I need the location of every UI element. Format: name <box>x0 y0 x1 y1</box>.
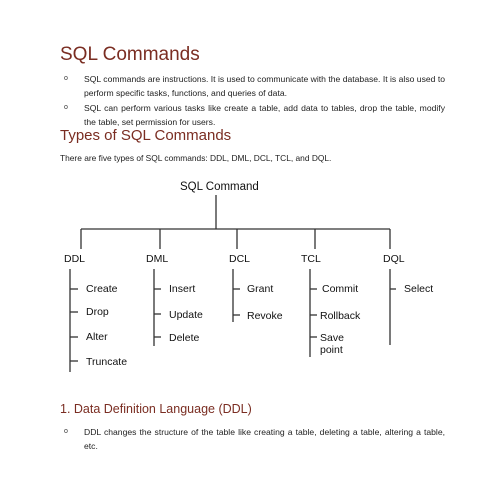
command-item: Select <box>404 283 434 295</box>
bullet-marker-icon: o <box>64 75 68 82</box>
page-title: SQL Commands <box>60 44 200 65</box>
bullet-marker-icon: o <box>64 428 68 435</box>
bullet-text: DDL changes the structure of the table like creating a table, deleting a table, altering a table, etc. <box>84 427 445 451</box>
section-heading-ddl: 1. Data Definition Language (DDL) <box>60 402 252 416</box>
command-item: Commit <box>322 283 359 295</box>
command-item: Grant <box>247 283 274 295</box>
command-item: Create <box>86 283 118 295</box>
diagram-root-label: SQL Command <box>180 181 259 193</box>
category-label-dml: DML <box>146 253 169 265</box>
command-item: Update <box>169 309 203 321</box>
types-intro-text: There are five types of SQL commands: DDL, DML, DCL, TCL, and DQL. <box>60 153 332 163</box>
command-item: Delete <box>169 332 200 344</box>
command-item: Revoke <box>247 310 283 322</box>
command-item: Alter <box>86 331 108 343</box>
bullet-text: SQL can perform various tasks like create a table, add data to tables, drop the table, modify the table, set permission for users. <box>84 103 445 127</box>
command-item: Drop <box>86 306 109 318</box>
command-item-save-point: Save point <box>320 332 344 356</box>
ddl-bullet-list <box>60 425 445 453</box>
command-item: Truncate <box>86 356 128 368</box>
category-label-dql: DQL <box>383 253 405 265</box>
section-heading-types: Types of SQL Commands <box>60 127 232 144</box>
bullet-marker-icon: o <box>64 104 68 111</box>
command-item: Insert <box>169 283 196 295</box>
bullet-item <box>60 425 445 453</box>
category-label-tcl: TCL <box>301 253 321 265</box>
category-label-ddl: DDL <box>64 253 86 265</box>
category-label-dcl: DCL <box>229 253 251 265</box>
bullet-text: SQL commands are instructions. It is used to communicate with the database. It is also used to perform specific tasks, functions, and queries of data. <box>84 74 445 98</box>
command-item: Rollback <box>320 310 361 322</box>
